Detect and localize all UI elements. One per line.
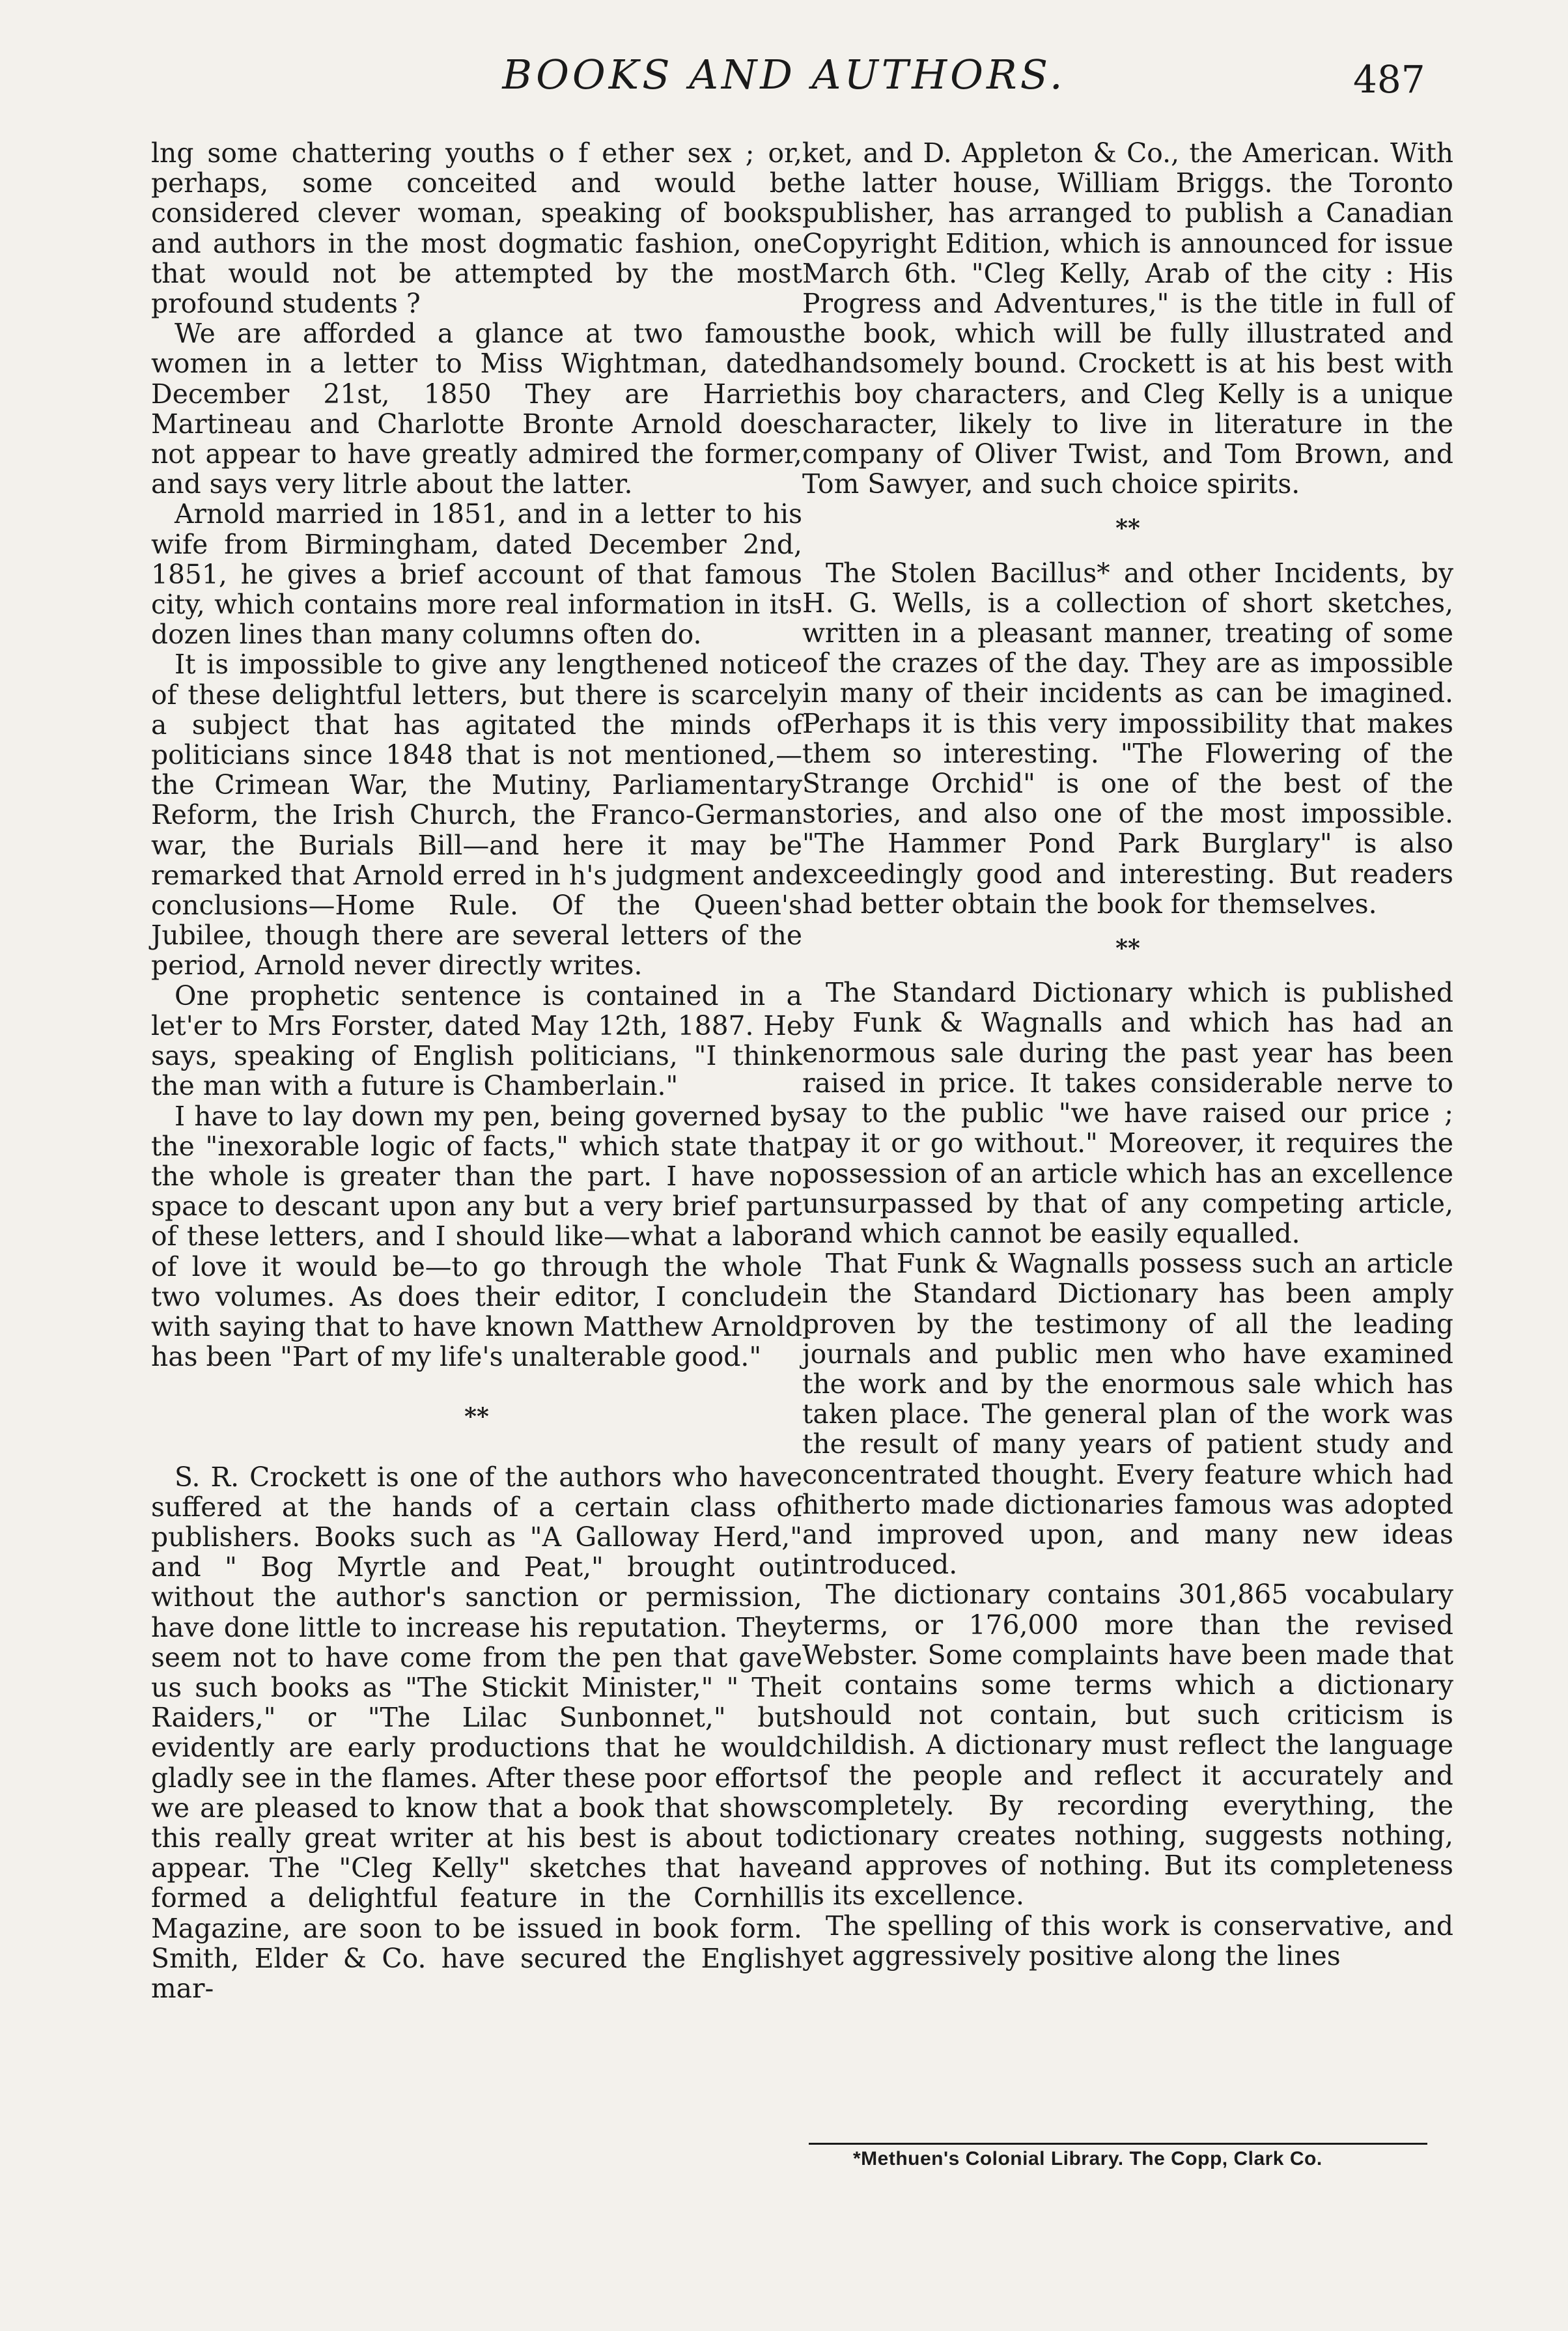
paragraph: One prophetic sentence is contained in a let'er to Mrs Forster, dated May 12th, 1887. He says, speaking of English politicians, "I think the man with a future is Chamberlain." xyxy=(151,980,802,1102)
paragraph: ket, and D. Appleton & Co., the American. With the latter house, William Briggs. the Toronto publisher, has arranged to publish a Canadian Copyright Edition, which is announced for issue March 6th. "Cleg Kelly, Arab of the city : His Progress and Adventures," is the title in full of the book, which will be fully illustrated and handsomely bound. Crockett is at his best with his boy characters, and Cleg Kelly is a unique character, likely to live in literature in the company of Oliver Twist, and Tom Brown, and Tom Sawyer, and such choice spirits. xyxy=(802,137,1453,500)
paragraph: Arnold married in 1851, and in a letter to his wife from Birmingham, dated December 2nd, 1851, he gives a brief account of that famous city, which contains more real information in its dozen lines than many columns often do. xyxy=(151,498,802,651)
running-title: BOOKS AND AUTHORS. xyxy=(502,51,1066,98)
footnote-rule xyxy=(809,2143,1427,2145)
paragraph: The dictionary contains 301,865 vocabulary terms, or 176,000 more than the revised Webster. Some complaints have been made that it contains some terms which a dictionary should not contain, but such criticism is childish. A dictionary must reflect the language of the people and reflect it accurately and completely. By recording everything, the dictionary creates nothing, suggests nothing, and approves of nothing. But its completeness is its excellence. xyxy=(802,1579,1453,1912)
paragraph: The Standard Dictionary which is published by Funk & Wagnalls and which has had an enormous sale during the past year has been raised in price. It takes considerable nerve to say to the public "we have raised our price ; pay it or go without." Moreover, it requires the possession of an article which has an excellence unsurpassed by that of any competing article, and which cannot be easily equalled. xyxy=(802,977,1453,1249)
right-column xyxy=(802,138,1453,1971)
paragraph: It is impossible to give any lengthened notice of these delightful letters, but there is scarcely a subject that has agitated the minds of politicians since 1848 that is not mentioned,—the Crimean War, the Mutiny, Parliamentary Reform, the Irish Church, the Franco-German war, the Burials Bill—and here it may be remarked that Arnold erred in h's judgment and conclusions—Home Rule. Of the Queen's Jubilee, though there are several letters of the period, Arnold never directly writes. xyxy=(151,649,802,982)
paragraph: I have to lay down my pen, being governed by the "inexorable logic of facts," which state that the whole is greater than the part. I have no space to descant upon any but a very brief part of these letters, and I should like—what a labor of love it would be—to go through the whole two volumes. As does their editor, I conclude with saying that to have known Matthew Arnold has been "Part of my life's unalterable good." xyxy=(151,1100,802,1373)
footnote: *Methuen's Colonial Library. The Copp, Clark Co. xyxy=(853,2148,1323,2169)
paragraph: That Funk & Wagnalls possess such an article in the Standard Dictionary has been amply proven by the testimony of all the leading journals and public men who have examined the work and by the enormous sale which has taken place. The general plan of the work was the result of many years of patient study and concentrated thought. Every feature which had hitherto made dictionaries famous was adopted and improved upon, and many new ideas introduced. xyxy=(802,1248,1453,1581)
page-number: 487 xyxy=(1353,57,1425,102)
section-separator: ** xyxy=(1115,935,1140,963)
section-separator: ** xyxy=(1115,515,1140,543)
left-column xyxy=(151,138,802,2003)
section-separator: ** xyxy=(464,1403,489,1431)
paragraph: We are afforded a glance at two famous women in a letter to Miss Wightman, dated December 21st, 1850 They are Harriet Martineau and Charlotte Bronte Arnold does not appear to have greatly admired the former, and says very litrle about the latter. xyxy=(151,318,802,500)
paragraph: The Stolen Bacillus* and other Incidents, by H. G. Wells, is a collection of short sketches, written in a pleasant manner, treating of some of the crazes of the day. They are as impossible in many of their incidents as can be imagined. Perhaps it is this very impossibility that makes them so interesting. "The Flowering of the Strange Orchid" is one of the best of the stories, and also one of the most impossible. "The Hammer Pond Park Burglary" is also exceedingly good and interesting. But readers had better obtain the book for themselves. xyxy=(802,557,1453,920)
paragraph: S. R. Crockett is one of the authors who have suffered at the hands of a certain class of publishers. Books such as "A Galloway Herd," and " Bog Myrtle and Peat," brought out without the author's sanction or permission, have done little to increase his reputation. They seem not to have come from the pen that gave us such books as "The Stickit Minister," " The Raiders," or "The Lilac Sunbonnet," but evidently are early productions that he would gladly see in the flames. After these poor efforts we are pleased to know that a book that shows this really great writer at his best is about to appear. The "Cleg Kelly" sketches that have formed a delightful feature in the Cornhill Magazine, are soon to be issued in book form. Smith, Elder & Co. have secured the English mar- xyxy=(151,1461,802,2004)
paragraph: lng some chattering youths o f ether sex ; or, perhaps, some conceited and would be considered clever woman, speaking of books and authors in the most dogmatic fashion, one that would not be attempted by the most profound students ? xyxy=(151,137,802,320)
paragraph: The spelling of this work is conservative, and yet aggressively positive along the lines xyxy=(802,1910,1453,1971)
